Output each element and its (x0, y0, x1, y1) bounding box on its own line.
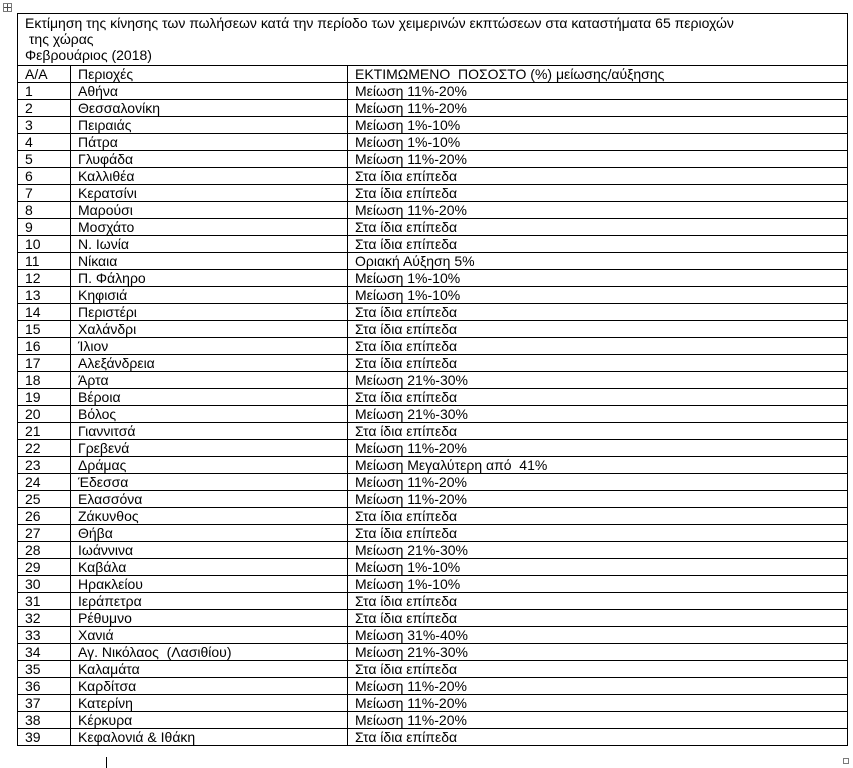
row-number-cell[interactable]: 16 (18, 338, 71, 355)
sales-estimate-table (17, 13, 848, 746)
row-number-cell[interactable]: 15 (18, 321, 71, 338)
area-name-cell[interactable]: Αγ. Νικόλαος (Λασιθίου) (71, 644, 348, 661)
percentage-cell[interactable]: Στα ίδια επίπεδα (348, 525, 848, 542)
area-name-cell[interactable]: Πειραιάς (71, 117, 348, 134)
table-row (18, 576, 848, 593)
row-number-cell[interactable]: 24 (18, 474, 71, 491)
row-number-cell[interactable]: 27 (18, 525, 71, 542)
area-name-cell[interactable]: Καλαμάτα (71, 661, 348, 678)
row-number-cell[interactable]: 33 (18, 627, 71, 644)
percentage-cell[interactable]: Μείωση 21%-30% (348, 406, 848, 423)
percentage-cell[interactable]: Μείωση 1%-10% (348, 270, 848, 287)
row-number-cell[interactable]: 5 (18, 151, 71, 168)
table-row (18, 219, 848, 236)
header-row (18, 66, 848, 83)
table-row (18, 236, 848, 253)
area-name-cell[interactable]: Χαλάνδρι (71, 321, 348, 338)
table-row (18, 117, 848, 134)
table-row (18, 474, 848, 491)
percentage-cell[interactable]: Μείωση 1%-10% (348, 117, 848, 134)
table-row (18, 151, 848, 168)
percentage-cell[interactable]: Στα ίδια επίπεδα (348, 593, 848, 610)
row-number-cell[interactable]: 35 (18, 661, 71, 678)
row-number-cell[interactable]: 36 (18, 678, 71, 695)
percentage-cell[interactable]: Μείωση 11%-20% (348, 83, 848, 100)
row-number-cell[interactable]: 6 (18, 168, 71, 185)
table-row (18, 440, 848, 457)
table-row (18, 355, 848, 372)
area-name-cell[interactable]: Γιαννιτσά (71, 423, 348, 440)
area-name-cell[interactable]: Θεσσαλονίκη (71, 100, 348, 117)
area-name-cell[interactable]: Καρδίτσα (71, 678, 348, 695)
row-number-cell[interactable]: 31 (18, 593, 71, 610)
area-name-cell[interactable]: Κεφαλονιά & Ιθάκη (71, 729, 348, 746)
table-row (18, 627, 848, 644)
row-number-cell[interactable]: 3 (18, 117, 71, 134)
row-number-cell[interactable]: 32 (18, 610, 71, 627)
area-name-cell[interactable]: Καλλιθέα (71, 168, 348, 185)
row-number-cell[interactable]: 1 (18, 83, 71, 100)
row-number-cell[interactable]: 25 (18, 491, 71, 508)
title-line-3: Φεβρουάριος (2018) (25, 47, 152, 63)
percentage-cell[interactable]: Μείωση 1%-10% (348, 559, 848, 576)
table-row (18, 321, 848, 338)
title-row (18, 14, 848, 66)
percentage-cell[interactable]: Στα ίδια επίπεδα (348, 168, 848, 185)
row-number-cell[interactable]: 18 (18, 372, 71, 389)
row-number-cell[interactable]: 17 (18, 355, 71, 372)
table-row (18, 134, 848, 151)
title-line-1: Εκτίμηση της κίνησης των πωλήσεων κατά την περίοδο των χειμερινών εκπτώσεων στα καταστήματα 65 περιοχών (25, 15, 734, 31)
area-name-cell[interactable]: Αθήνα (71, 83, 348, 100)
table-row (18, 593, 848, 610)
percentage-cell[interactable]: Στα ίδια επίπεδα (348, 304, 848, 321)
row-number-cell[interactable]: 10 (18, 236, 71, 253)
table-row (18, 712, 848, 729)
table-row (18, 423, 848, 440)
row-number-cell[interactable]: 21 (18, 423, 71, 440)
area-name-cell[interactable]: Καβάλα (71, 559, 348, 576)
table-row (18, 389, 848, 406)
row-number-cell[interactable]: 23 (18, 457, 71, 474)
text-cursor (106, 757, 107, 768)
row-number-cell[interactable]: 26 (18, 508, 71, 525)
percentage-cell[interactable]: Μείωση 31%-40% (348, 627, 848, 644)
table-row (18, 525, 848, 542)
area-name-cell[interactable]: Κέρκυρα (71, 712, 348, 729)
percentage-cell[interactable]: Στα ίδια επίπεδα (348, 423, 848, 440)
area-name-cell[interactable]: Πάτρα (71, 134, 348, 151)
area-name-cell[interactable]: Ρέθυμνο (71, 610, 348, 627)
table-resize-handle-icon[interactable] (843, 758, 849, 764)
header-aa[interactable]: Α/Α (18, 66, 71, 83)
percentage-cell[interactable]: Μείωση 11%-20% (348, 202, 848, 219)
row-number-cell[interactable]: 20 (18, 406, 71, 423)
table-row (18, 372, 848, 389)
row-number-cell[interactable]: 19 (18, 389, 71, 406)
area-name-cell[interactable]: Κηφισιά (71, 287, 348, 304)
area-name-cell[interactable]: Ηρακλείου (71, 576, 348, 593)
percentage-cell[interactable]: Στα ίδια επίπεδα (348, 508, 848, 525)
area-name-cell[interactable]: Ιεράπετρα (71, 593, 348, 610)
row-number-cell[interactable]: 39 (18, 729, 71, 746)
percentage-cell[interactable]: Οριακή Αύξηση 5% (348, 253, 848, 270)
table-row (18, 270, 848, 287)
area-name-cell[interactable]: Δράμας (71, 457, 348, 474)
area-name-cell[interactable]: Γλυφάδα (71, 151, 348, 168)
area-name-cell[interactable]: Ιωάννινα (71, 542, 348, 559)
row-number-cell[interactable]: 7 (18, 185, 71, 202)
table-row (18, 508, 848, 525)
area-name-cell[interactable]: Ίλιον (71, 338, 348, 355)
table-row (18, 695, 848, 712)
row-number-cell[interactable]: 9 (18, 219, 71, 236)
table-row (18, 100, 848, 117)
table-move-handle-icon[interactable] (3, 3, 12, 12)
percentage-cell[interactable]: Μείωση 11%-20% (348, 151, 848, 168)
percentage-cell[interactable]: Μείωση 21%-30% (348, 644, 848, 661)
header-pct[interactable]: ΕΚΤΙΜΩΜΕΝΟ ΠΟΣΟΣΤΟ (%) μείωσης/αύξησης (348, 66, 848, 83)
area-name-cell[interactable]: Ν. Ιωνία (71, 236, 348, 253)
row-number-cell[interactable]: 22 (18, 440, 71, 457)
table-row (18, 83, 848, 100)
row-number-cell[interactable]: 14 (18, 304, 71, 321)
percentage-cell[interactable]: Στα ίδια επίπεδα (348, 219, 848, 236)
row-number-cell[interactable]: 37 (18, 695, 71, 712)
area-name-cell[interactable]: Κατερίνη (71, 695, 348, 712)
percentage-cell[interactable]: Στα ίδια επίπεδα (348, 661, 848, 678)
row-number-cell[interactable]: 2 (18, 100, 71, 117)
row-number-cell[interactable]: 13 (18, 287, 71, 304)
percentage-cell[interactable]: Μείωση 1%-10% (348, 134, 848, 151)
percentage-cell[interactable]: Στα ίδια επίπεδα (348, 355, 848, 372)
table-row (18, 542, 848, 559)
percentage-cell[interactable]: Στα ίδια επίπεδα (348, 338, 848, 355)
row-number-cell[interactable]: 30 (18, 576, 71, 593)
row-number-cell[interactable]: 11 (18, 253, 71, 270)
percentage-cell[interactable]: Μείωση 11%-20% (348, 474, 848, 491)
area-name-cell[interactable]: Νίκαια (71, 253, 348, 270)
area-name-cell[interactable]: Έδεσσα (71, 474, 348, 491)
area-name-cell[interactable]: Αλεξάνδρεια (71, 355, 348, 372)
percentage-cell[interactable]: Στα ίδια επίπεδα (348, 321, 848, 338)
table-row (18, 185, 848, 202)
percentage-cell[interactable]: Μείωση 11%-20% (348, 491, 848, 508)
table-row (18, 678, 848, 695)
header-area[interactable]: Περιοχές (71, 66, 348, 83)
table-row (18, 729, 848, 746)
percentage-cell[interactable]: Μείωση 11%-20% (348, 100, 848, 117)
percentage-cell[interactable]: Μείωση 21%-30% (348, 372, 848, 389)
percentage-cell[interactable]: Στα ίδια επίπεδα (348, 236, 848, 253)
percentage-cell[interactable]: Μείωση 11%-20% (348, 712, 848, 729)
area-name-cell[interactable]: Κερατσίνι (71, 185, 348, 202)
percentage-cell[interactable]: Μείωση 11%-20% (348, 695, 848, 712)
percentage-cell[interactable]: Μείωση 1%-10% (348, 287, 848, 304)
table-row (18, 338, 848, 355)
table-row (18, 202, 848, 219)
area-name-cell[interactable]: Χανιά (71, 627, 348, 644)
percentage-cell[interactable]: Μείωση Μεγαλύτερη από 41% (348, 457, 848, 474)
table-row (18, 287, 848, 304)
table-row (18, 491, 848, 508)
percentage-cell[interactable]: Μείωση 11%-20% (348, 678, 848, 695)
row-number-cell[interactable]: 34 (18, 644, 71, 661)
percentage-cell[interactable]: Στα ίδια επίπεδα (348, 729, 848, 746)
table-title[interactable] (18, 14, 848, 66)
row-number-cell[interactable]: 29 (18, 559, 71, 576)
area-name-cell[interactable]: Θήβα (71, 525, 348, 542)
table-row (18, 644, 848, 661)
table-row (18, 457, 848, 474)
table-row (18, 661, 848, 678)
area-name-cell[interactable]: Π. Φάληρο (71, 270, 348, 287)
title-line-2: της χώρας (25, 31, 94, 47)
area-name-cell[interactable]: Βέροια (71, 389, 348, 406)
percentage-cell[interactable]: Στα ίδια επίπεδα (348, 389, 848, 406)
percentage-cell[interactable]: Στα ίδια επίπεδα (348, 185, 848, 202)
area-name-cell[interactable]: Βόλος (71, 406, 348, 423)
table-row (18, 304, 848, 321)
row-number-cell[interactable]: 28 (18, 542, 71, 559)
area-name-cell[interactable]: Γρεβενά (71, 440, 348, 457)
row-number-cell[interactable]: 38 (18, 712, 71, 729)
area-name-cell[interactable]: Ελασσόνα (71, 491, 348, 508)
area-name-cell[interactable]: Άρτα (71, 372, 348, 389)
row-number-cell[interactable]: 12 (18, 270, 71, 287)
percentage-cell[interactable]: Μείωση 1%-10% (348, 576, 848, 593)
area-name-cell[interactable]: Ζάκυνθος (71, 508, 348, 525)
percentage-cell[interactable]: Στα ίδια επίπεδα (348, 610, 848, 627)
area-name-cell[interactable]: Περιστέρι (71, 304, 348, 321)
table-row (18, 406, 848, 423)
row-number-cell[interactable]: 8 (18, 202, 71, 219)
row-number-cell[interactable]: 4 (18, 134, 71, 151)
table-row (18, 610, 848, 627)
table-row (18, 168, 848, 185)
area-name-cell[interactable]: Μοσχάτο (71, 219, 348, 236)
percentage-cell[interactable]: Μείωση 11%-20% (348, 440, 848, 457)
table-row (18, 559, 848, 576)
area-name-cell[interactable]: Μαρούσι (71, 202, 348, 219)
percentage-cell[interactable]: Μείωση 21%-30% (348, 542, 848, 559)
table-row (18, 253, 848, 270)
